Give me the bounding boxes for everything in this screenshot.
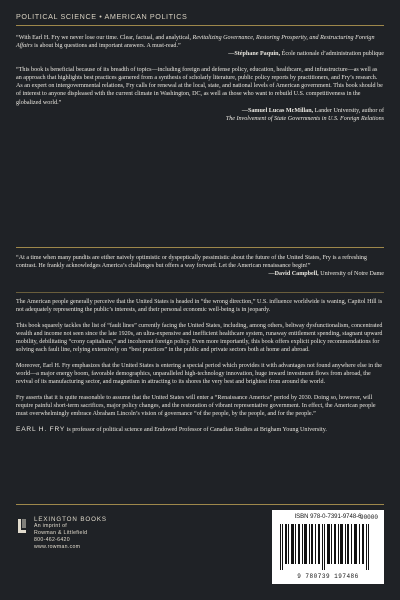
middle-rule xyxy=(16,247,384,248)
endorsement-1 xyxy=(16,34,384,58)
endorsement-3-attribution xyxy=(16,270,384,278)
lower-rule xyxy=(16,292,384,293)
top-rule xyxy=(16,25,384,26)
endorsement-2-book: The Involvement of State Governments in U.S. Foreign Relations xyxy=(225,115,384,122)
price-code: 90000 xyxy=(359,514,378,521)
author-bio-text: is professor of political science and Endowed Professor of Canadian Studies at Brigham Young University. xyxy=(65,427,327,433)
endorsement-2-name: —Samuel Lucas McMillan, xyxy=(241,107,314,114)
publisher-url: www.rowman.com xyxy=(34,544,81,550)
publisher-logo-icon xyxy=(16,518,28,536)
footer-rule xyxy=(16,504,384,505)
description-paragraph-4: Fry asserts that it is quite reasonable to assume that the United States will enter a “Renaissance America” period by 2030. Doing so, however, will require painful short-term sacrifices, major policy changes, and the restoration of vibrant representative government. In effect, the American people must overwhelmingly embrace Abraham Lincoln’s vision of governance “of the people, by the people, and for the people.” xyxy=(16,395,376,417)
endorsement-1-attribution xyxy=(16,50,384,58)
endorsement-2 xyxy=(16,66,384,122)
isbn-barcode xyxy=(272,510,384,584)
publisher-imprint-line: An imprint of xyxy=(34,523,68,529)
description xyxy=(16,298,384,434)
author-name: EARL H. FRY xyxy=(16,426,66,433)
publisher-parent: Rowman & Littlefield xyxy=(34,530,88,536)
endorsement-1-rest: is about big questions and important answers. A must-read.” xyxy=(32,43,181,50)
endorsement-1-name: —Stéphane Paquin, xyxy=(228,51,281,58)
publisher-info xyxy=(34,516,107,551)
description-paragraph-2: This book squarely tackles the list of “fault lines” currently facing the United States, including, among others, beltway dysfunctionalism, concentrated wealth and income not seen since the late 1920s, an ultra-expensive and inefficient healthcare system, runaway entitlement spending, stagnant upward mobility, debilitating “crony capitalism,” and incoherent foreign policy. Even more importantly, this book offers explicit policy recommendations for solving each fault line, relying extensively on “best practices” in the public and private sectors both at home and abroad. xyxy=(16,323,383,353)
endorsement-1-intro: “With Earl H. Fry we never lose our time. Clear, factual, and analytical, xyxy=(16,35,193,41)
endorsement-1-title: Revitalizing Governance, Restoring Prosperity, and Restructuring Foreign Affairs xyxy=(16,35,375,50)
publisher-phone: 800-462-6420 xyxy=(34,537,70,543)
series-label: POLITICAL SCIENCE • AMERICAN POLITICS xyxy=(16,12,188,21)
endorsement-2-affiliation: Lander University, author of xyxy=(313,107,384,114)
publisher-block xyxy=(16,516,156,576)
isbn-label: ISBN 978-0-7391-9748-6 xyxy=(294,514,362,520)
endorsements-panel xyxy=(16,34,384,242)
endorsement-3 xyxy=(16,254,384,278)
footer xyxy=(16,510,384,588)
endorsement-3-block xyxy=(16,254,384,278)
endorsement-3-name: —David Campbell, xyxy=(268,271,319,278)
description-paragraph-3: Moreover, Earl H. Fry emphasizes that the United States is entering a special period which provides it with advantages not found anywhere else in the world—a major energy boom, favorable demographics, unparalleled high-technology innovation, huge inward investment flows from abroad, the revival of its manufacturing sector, and magnetism in attracting to its shores the very best and brightest from around the world. xyxy=(16,363,382,385)
endorsement-2-text: “This book is beneficial because of its breadth of topics—including foreign and defense policy, education, healthcare, and infrastructure—as well as an approach that highlights best practices garnered from a synthesis of scholarly literature, public policy reports by practitioners, and Fry’s research. As an expert on intergovernmental relations, Fry calls for renewal at the local, state, and national levels of American government. This book should be of interest to anyone displeased with the current climate in Washington, DC, as well as those who want to rebuild U.S. competitiveness in the globalized world.” xyxy=(16,67,383,106)
endorsement-3-affiliation: University of Notre Dame xyxy=(318,271,384,278)
endorsement-2-attribution xyxy=(16,107,384,115)
barcode-bars xyxy=(278,524,378,570)
endorsement-3-text: “At a time when many pundits are either naively optimistic or dyspeptically pessimistic about the future of the United States, Fry is a refreshing contrast. He frankly acknowledges America’s challenges but offers a way forward. Let the American renaissance begin!” xyxy=(16,255,367,270)
endorsement-1-affiliation: École nationale d’administration publique xyxy=(280,51,384,58)
author-bio xyxy=(16,426,384,434)
barcode-number: 9 780739 197486 xyxy=(297,573,359,580)
description-paragraph-1: The American people generally perceive that the United States is headed in “the wrong direction,” U.S. influence worldwide is waning, Capitol Hill is not adequately representing the public’s interests, and their personal economic well-being is in jeopardy. xyxy=(16,299,383,313)
publisher-name: LEXINGTON BOOKS xyxy=(34,516,107,523)
